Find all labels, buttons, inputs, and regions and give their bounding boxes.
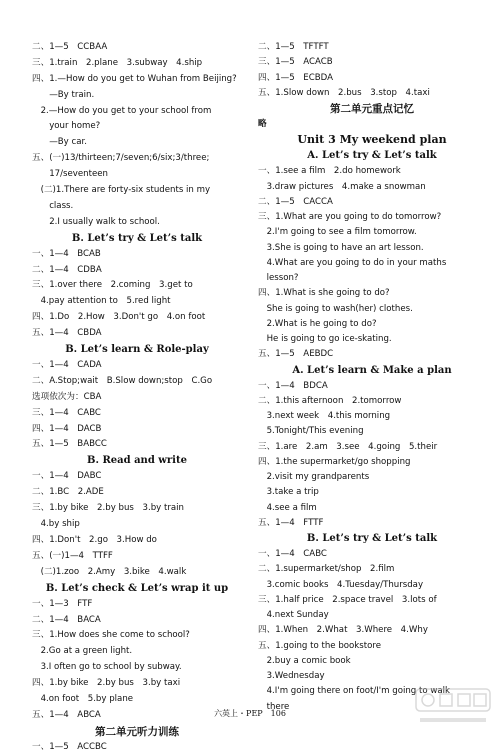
answer-line: (二)1.There are forty-six students in my — [32, 185, 211, 196]
answer-line: (二)1.zoo 2.Amy 3.bike 4.walk — [32, 566, 187, 577]
answer-line: 三、1.How does she come to school? — [32, 630, 190, 641]
answer-line: 2.What is he going to do? — [258, 318, 377, 329]
answer-line: 五、1.Slow down 2.bus 3.stop 4.taxi — [258, 87, 430, 98]
answer-line: 二、1—5 TFTFT — [258, 42, 329, 52]
watermark-logo-icon — [414, 687, 492, 727]
answer-line: 一、1—4 DABC — [32, 471, 102, 482]
answer-line: class. — [32, 200, 74, 211]
answer-line: 3.comic books 4.Tuesday/Thursday — [258, 579, 424, 590]
answer-line: 4.I'm going there on foot/I'm going to walk — [258, 686, 450, 697]
left-column — [32, 40, 242, 756]
answer-line: 四、1—4 DACB — [32, 423, 102, 434]
answer-line: He is going to go ice-skating. — [258, 334, 392, 344]
answer-line: 17/seventeen — [32, 169, 108, 180]
answer-line: 3.She is going to have an art lesson. — [258, 242, 424, 253]
answer-line: 五、(一)13/thirteen;7/seven;6/six;3/three; — [32, 153, 210, 164]
answer-line: 3.take a trip — [258, 487, 319, 498]
answer-line: 2.I'm going to see a film tomorrow. — [258, 227, 417, 238]
answer-line: 4.pay attention to 5.red light — [32, 296, 171, 307]
answer-line: 选项依次为：CBA — [32, 391, 102, 402]
answer-line: 四、1.Don't 2.go 3.How do — [32, 534, 157, 545]
answer-line: 4.see a film — [258, 502, 317, 513]
answer-line: 五、1—5 AEBDC — [258, 349, 334, 360]
answer-line: 2.—How do you get to your school from — [32, 105, 212, 116]
answer-line: 五、1—4 ABCA — [32, 709, 101, 720]
answer-line: 3.next week 4.this morning — [258, 411, 391, 421]
answer-line: lesson? — [258, 273, 299, 283]
answer-line: 3.draw pictures 4.make a snowman — [258, 181, 426, 192]
section-heading: A. Let’s learn & Make a plan — [292, 364, 452, 376]
answer-line: 2.Go at a green light. — [32, 646, 133, 657]
answer-line: 三、1.by bike 2.by bus 3.by train — [32, 503, 184, 514]
answer-line: 二、A.Stop;wait B.Slow down;stop C.Go — [32, 375, 213, 386]
answer-line: 四、1.What is she going to do? — [258, 288, 390, 299]
answer-line: —By car. — [32, 137, 87, 148]
answer-line: 4.next Sunday — [258, 610, 329, 620]
answer-line: 二、1—5 CACCA — [258, 196, 333, 207]
answer-line: 三、1.over there 2.coming 3.get to — [32, 280, 193, 291]
section-heading-chinese: 第二单元听力训练 — [95, 725, 179, 738]
answer-line: 4.on foot 5.by plane — [32, 693, 134, 704]
answer-line: 一、1—4 BDCA — [258, 380, 328, 391]
answer-line: 二、1.supermarket/shop 2.film — [258, 564, 395, 575]
answer-line: 三、1.are 2.am 3.see 4.going 5.their — [258, 441, 438, 452]
answer-line: —By train. — [32, 89, 95, 100]
answer-line: 2.visit my grandparents — [258, 472, 370, 482]
answer-line: 三、1—4 CABC — [32, 407, 101, 418]
answer-line: 五、(一)1—4 TTFF — [32, 550, 113, 561]
answer-line: 二、1—5 CCBAA — [32, 42, 108, 52]
answer-line: 四、1.by bike 2.by bus 3.by taxi — [32, 678, 181, 689]
answer-line: 四、1.Do 2.How 3.Don't go 4.on foot — [32, 312, 206, 323]
answer-line: 四、1—5 ECBDA — [258, 72, 333, 83]
unit-title: Unit 3 My weekend plan — [297, 133, 447, 147]
section-heading: B. Read and write — [87, 455, 187, 467]
answer-line: 二、1.BC 2.ADE — [32, 487, 104, 498]
answer-line: 三、1.What are you going to do tomorrow? — [258, 212, 442, 222]
answer-line: 3.Wednesday — [258, 671, 325, 681]
answer-line: your home? — [32, 121, 101, 132]
answer-line: 三、1—5 ACACB — [258, 57, 333, 68]
answer-line: 五、1—4 CBDA — [32, 328, 102, 339]
answer-line: 五、1—4 FTTF — [258, 517, 324, 528]
section-heading: B. Let’s learn & Role-play — [65, 344, 209, 356]
answer-line: 2.buy a comic book — [258, 655, 351, 666]
section-heading: B. Let’s try & Let’s talk — [306, 533, 438, 544]
right-column — [258, 40, 486, 715]
page-footer: 六英上・PEP 106 — [214, 709, 286, 719]
answer-line: 二、1.this afternoon 2.tomorrow — [258, 395, 402, 406]
answer-line: 三、1.train 2.plane 3.subway 4.ship — [32, 57, 203, 68]
answer-line: 二、1—4 CDBA — [32, 264, 102, 275]
answer-line: 四、1.When 2.What 3.Where 4.Why — [258, 625, 428, 636]
answer-line: 4.by ship — [32, 519, 80, 530]
answer-line: 2.I usually walk to school. — [32, 216, 160, 227]
answer-line: 四、1.the supermarket/go shopping — [258, 456, 411, 467]
answer-line: 五、1—5 BABCC — [32, 439, 107, 450]
answer-line: there — [258, 701, 290, 712]
answer-line: 一、1—3 FTF — [32, 598, 93, 609]
answer-line: 四、1.—How do you get to Wuhan from Beijing? — [32, 73, 237, 84]
answer-line: 一、1—4 CABC — [258, 549, 327, 559]
section-heading: B. Let’s check & Let’s wrap it up — [45, 582, 229, 594]
answer-line: 一、1.see a film 2.do homework — [258, 166, 401, 177]
answer-line: 五、1.going to the bookstore — [258, 640, 381, 651]
answer-line: 4.What are you going to do in your maths — [258, 257, 447, 268]
answer-line: 三、1.half price 2.space travel 3.lots of — [258, 594, 437, 605]
answer-line: 一、1—4 BCAB — [32, 248, 101, 259]
section-heading-chinese: 第二单元重点记忆 — [330, 103, 414, 115]
answer-line: 一、1—5 ACCBC — [32, 741, 107, 752]
section-heading: A. Let’s try & Let’s talk — [307, 150, 437, 162]
answer-line: 二、1—4 BACA — [32, 614, 101, 625]
answer-line: 略 — [258, 119, 267, 129]
answer-line: 一、1—4 CADA — [32, 360, 102, 371]
answer-line: She is going to wash(her) clothes. — [258, 303, 413, 314]
answer-line: 3.I often go to school by subway. — [32, 662, 182, 673]
section-heading: B. Let’s try & Let’s talk — [71, 232, 203, 244]
answer-line: 5.Tonight/This evening — [258, 426, 364, 437]
